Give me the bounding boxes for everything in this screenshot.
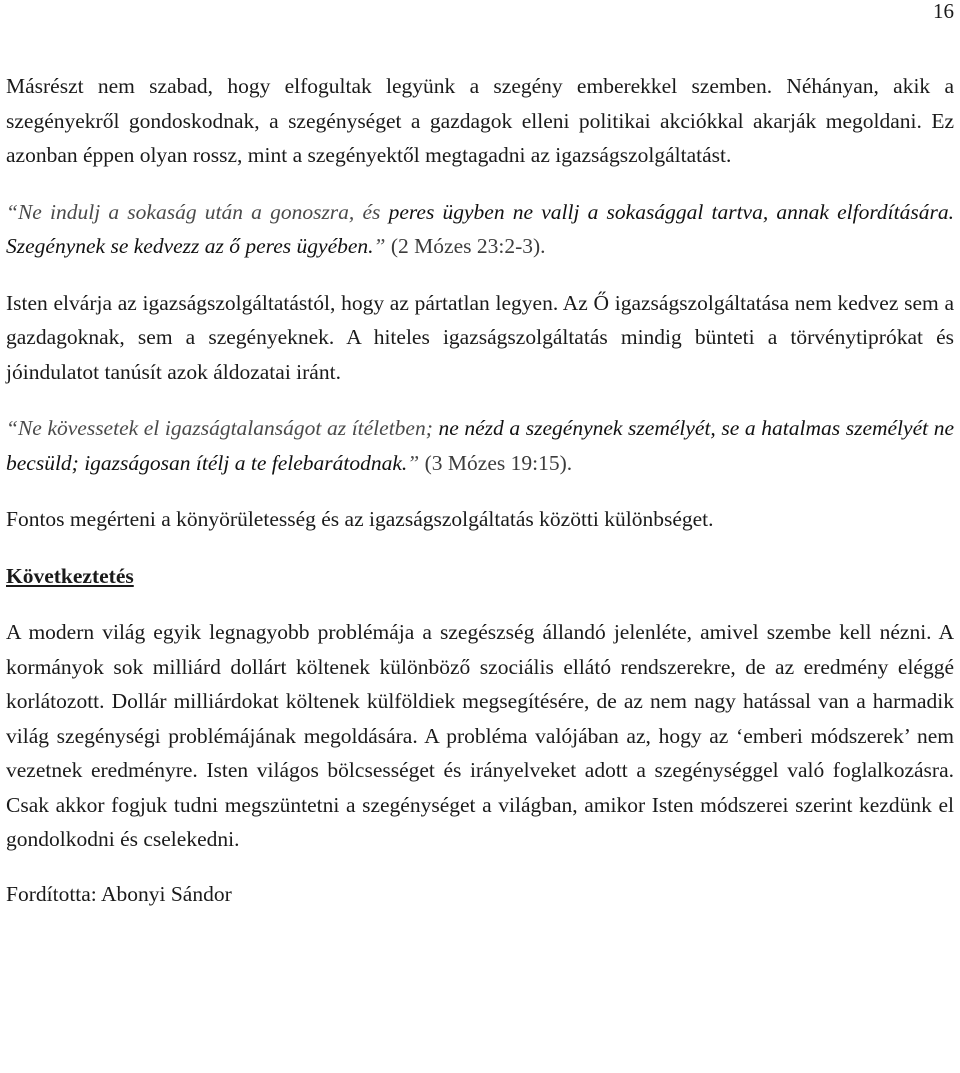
paragraph-bias-against-poor: Másrészt nem szabad, hogy elfogultak legyünk a szegény emberekkel szemben. Néhányan, akik a szegényekről gondoskodnak, a szegénységet a gazdagok elleni politikai akciókkal akarják megoldani. Ez azonban éppen olyan rossz, mint a szegényektől megtagadni az igazságszolgáltatást. — [6, 74, 954, 167]
quote-reference: (2 Mózes 23:2-3). — [390, 234, 546, 258]
page-number: 16 — [933, 0, 954, 23]
quote-close-mark: ” — [407, 450, 425, 475]
document-body — [6, 69, 954, 911]
scripture-quote-leviticus — [6, 411, 954, 480]
translator-credit: Fordította: Abonyi Sándor — [6, 881, 232, 906]
quote-text-lead: “Ne kövessetek el igazságtalanságot az ítéletben; — [6, 416, 439, 440]
quote-reference: (3 Mózes 19:15). — [424, 450, 573, 475]
section-heading-conclusion: Következtetés — [6, 563, 134, 588]
paragraph-mercy-vs-justice: Fontos megérteni a könyörületesség és az igazságszolgáltatás közötti különbséget. — [6, 507, 714, 531]
quote-text-main: ne nézd a szegénynek személyét, se a hatalmas személyét ne becsüld; igazságosan ítélj a te felebarátodnak. — [6, 416, 954, 475]
scripture-quote-exodus — [6, 195, 954, 264]
paragraph-impartial-justice: Isten elvárja az igazságszolgáltatástól, hogy az pártatlan legyen. Az Ő igazságszolgáltatása nem kedvez sem a gazdagoknak, sem a szegényeknek. A hiteles igazságszolgáltatás mindig bünteti a törvénytiprókat és jóindulatot tanúsít azok áldozatai iránt. — [6, 290, 954, 384]
quote-close-mark: ” — [373, 234, 391, 258]
paragraph-conclusion: A modern világ egyik legnagyobb problémája a szegészség állandó jelenléte, amivel szembe kell nézni. A kormányok sok milliárd dollárt költenek különböző szociális ellátó rendszerekre, de az eredmény eléggé korlátozott. Dollár milliárdokat költenek külföldiek megsegítésére, de az nem nagy hatással van a harmadik világ szegénységi problémájának megoldására. A probléma valójában az, hogy az ‘emberi módszerek’ nem vezetnek eredményre. Isten világos bölcsességet és irányelveket adott a szegénységgel való foglalkozásra. Csak akkor fogjuk tudni megszüntetni a szegénységet a világban, amikor Isten módszerei szerint kezdünk el gondolkodni és cselekedni. — [6, 620, 954, 851]
quote-text-lead: “Ne indulj a sokaság után a gonoszra, és — [6, 199, 389, 224]
quote-text-main: peres ügyben ne vallj a sokasággal tartva, annak elfordítására. Szegénynek se kedvezz az ő peres ügyében. — [6, 199, 954, 258]
